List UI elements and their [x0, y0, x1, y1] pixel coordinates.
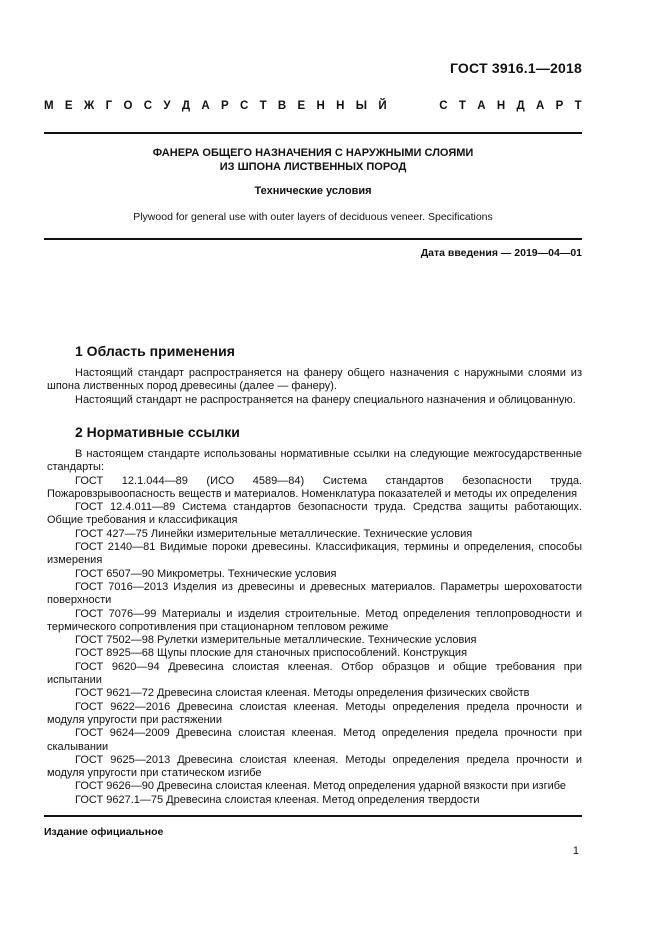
reference-item: ГОСТ 9625—2013 Древесина слоистая клееная. Методы определения предела прочности и модуля упругости при статическом изгибе	[47, 753, 582, 780]
reference-item: ГОСТ 6507—90 Микрометры. Технические условия	[75, 567, 337, 580]
section-1-body	[47, 367, 582, 407]
banner-letter: Н	[316, 100, 325, 112]
banner-letter: А	[477, 100, 486, 112]
reference-item: ГОСТ 8925—68 Щупы плоские для станочных приспособлений. Конструкция	[75, 647, 468, 660]
header-rule	[44, 132, 582, 134]
banner-letter: Р	[555, 100, 564, 112]
reference-item: ГОСТ 9626—90 Древесина слоистая клееная. Метод определения ударной вязкости при изгибе	[75, 780, 567, 793]
banner-letter: Т	[574, 100, 582, 112]
reference-item: ГОСТ 9627.1—75 Древесина слоистая клееная. Метод определения твердости	[75, 793, 480, 806]
banner-letter: Ы	[355, 100, 368, 112]
reference-item: ГОСТ 427—75 Линейки измерительные металлические. Технические условия	[75, 527, 473, 540]
banner-letter: Т	[458, 100, 466, 112]
section-1-heading: 1 Область применения	[75, 343, 235, 359]
banner-letter: В	[277, 100, 287, 112]
document-subtitle: Технические условия	[254, 185, 372, 197]
banner-letter: А	[535, 100, 545, 112]
banner-letter: Н	[336, 100, 345, 112]
banner-letter: Г	[105, 100, 113, 112]
official-edition-label: Издание официальное	[44, 826, 164, 838]
paragraph: В настоящем стандарте использованы нормативные ссылки на следующие межгосударственные стандарты:	[47, 448, 582, 474]
banner-letter: Д	[181, 100, 191, 112]
banner-letter: А	[201, 100, 210, 112]
banner-letter: М	[44, 100, 54, 112]
reference-item: ГОСТ 7016—2013 Изделия из древесины и древесных материалов. Параметры шероховатости поверхности	[47, 580, 582, 607]
title-rule	[44, 238, 582, 240]
word-gap	[398, 100, 428, 112]
banner-letter: Й	[378, 100, 387, 112]
reference-item: ГОСТ 9622—2016 Древесина слоистая клееная. Методы определения предела прочности и модуля упругости при растяжении	[47, 700, 582, 726]
reference-item: ГОСТ 7502—98 Рулетки измерительные металлические. Технические условия	[75, 634, 477, 647]
reference-item: ГОСТ 12.1.044—89 (ИСО 4589—84) Система стандартов безопасности труда. Пожаровзрывоопасность веществ и материалов. Номенклатура показателей и методы их определения	[47, 474, 582, 500]
interstate-standard-banner	[44, 100, 582, 112]
introduction-date: Дата введения — 2019—04—01	[420, 247, 582, 259]
banner-letter: Е	[297, 100, 306, 112]
banner-letter: Р	[220, 100, 229, 112]
title-line-2: ИЗ ШПОНА ЛИСТВЕННЫХ ПОРОД	[219, 161, 407, 173]
banner-letter: Е	[64, 100, 73, 112]
banner-letter: Т	[259, 100, 267, 112]
document-number: ГОСТ 3916.1—2018	[449, 60, 582, 76]
english-title: Plywood for general use with outer layers of deciduous veneer. Specifications	[133, 211, 493, 223]
banner-letter: Ж	[83, 100, 95, 112]
paragraph: Настоящий стандарт распространяется на фанеру общего назначения с наружными слоями из шпона лиственных пород древесины (далее — фанеру).	[47, 367, 582, 393]
section-2-body	[47, 448, 582, 807]
footer-rule	[44, 815, 582, 817]
banner-letter: С	[439, 100, 448, 112]
banner-letter: Д	[516, 100, 525, 112]
reference-item: ГОСТ 9621—72 Древесина слоистая клееная. Методы определения физических свойств	[75, 687, 530, 700]
title-line-1: ФАНЕРА ОБЩЕГО НАЗНАЧЕНИЯ С НАРУЖНЫМИ СЛОЯМИ	[152, 147, 474, 159]
page-number: 1	[572, 845, 579, 857]
banner-letter: Н	[496, 100, 506, 112]
reference-item: ГОСТ 7076—99 Материалы и изделия строительные. Метод определения теплопроводности и термического сопротивления при стационарном тепловом режиме	[47, 607, 582, 633]
paragraph: Настоящий стандарт не распространяется на фанеру специального назначения и облицованную.	[75, 393, 576, 406]
banner-letter: С	[143, 100, 153, 112]
reference-item: ГОСТ 2140—81 Видимые пороки древесины. Классификация, термины и определения, способы измерения	[47, 541, 582, 567]
reference-item: ГОСТ 9620—94 Древесина слоистая клееная. Отбор образцов и общие требования при испытании	[47, 660, 582, 687]
banner-letter: О	[123, 100, 133, 112]
banner-letter: С	[239, 100, 249, 112]
reference-item: ГОСТ 9624—2009 Древесина слоистая клееная. Метод определения предела прочности при скалывании	[47, 727, 582, 753]
section-2-heading: 2 Нормативные ссылки	[75, 424, 240, 440]
document-title	[44, 146, 582, 174]
banner-letter: У	[163, 100, 171, 112]
reference-item: ГОСТ 12.4.011—89 Система стандартов безопасности труда. Средства защиты работающих. Общие требования и классификация	[47, 501, 582, 527]
